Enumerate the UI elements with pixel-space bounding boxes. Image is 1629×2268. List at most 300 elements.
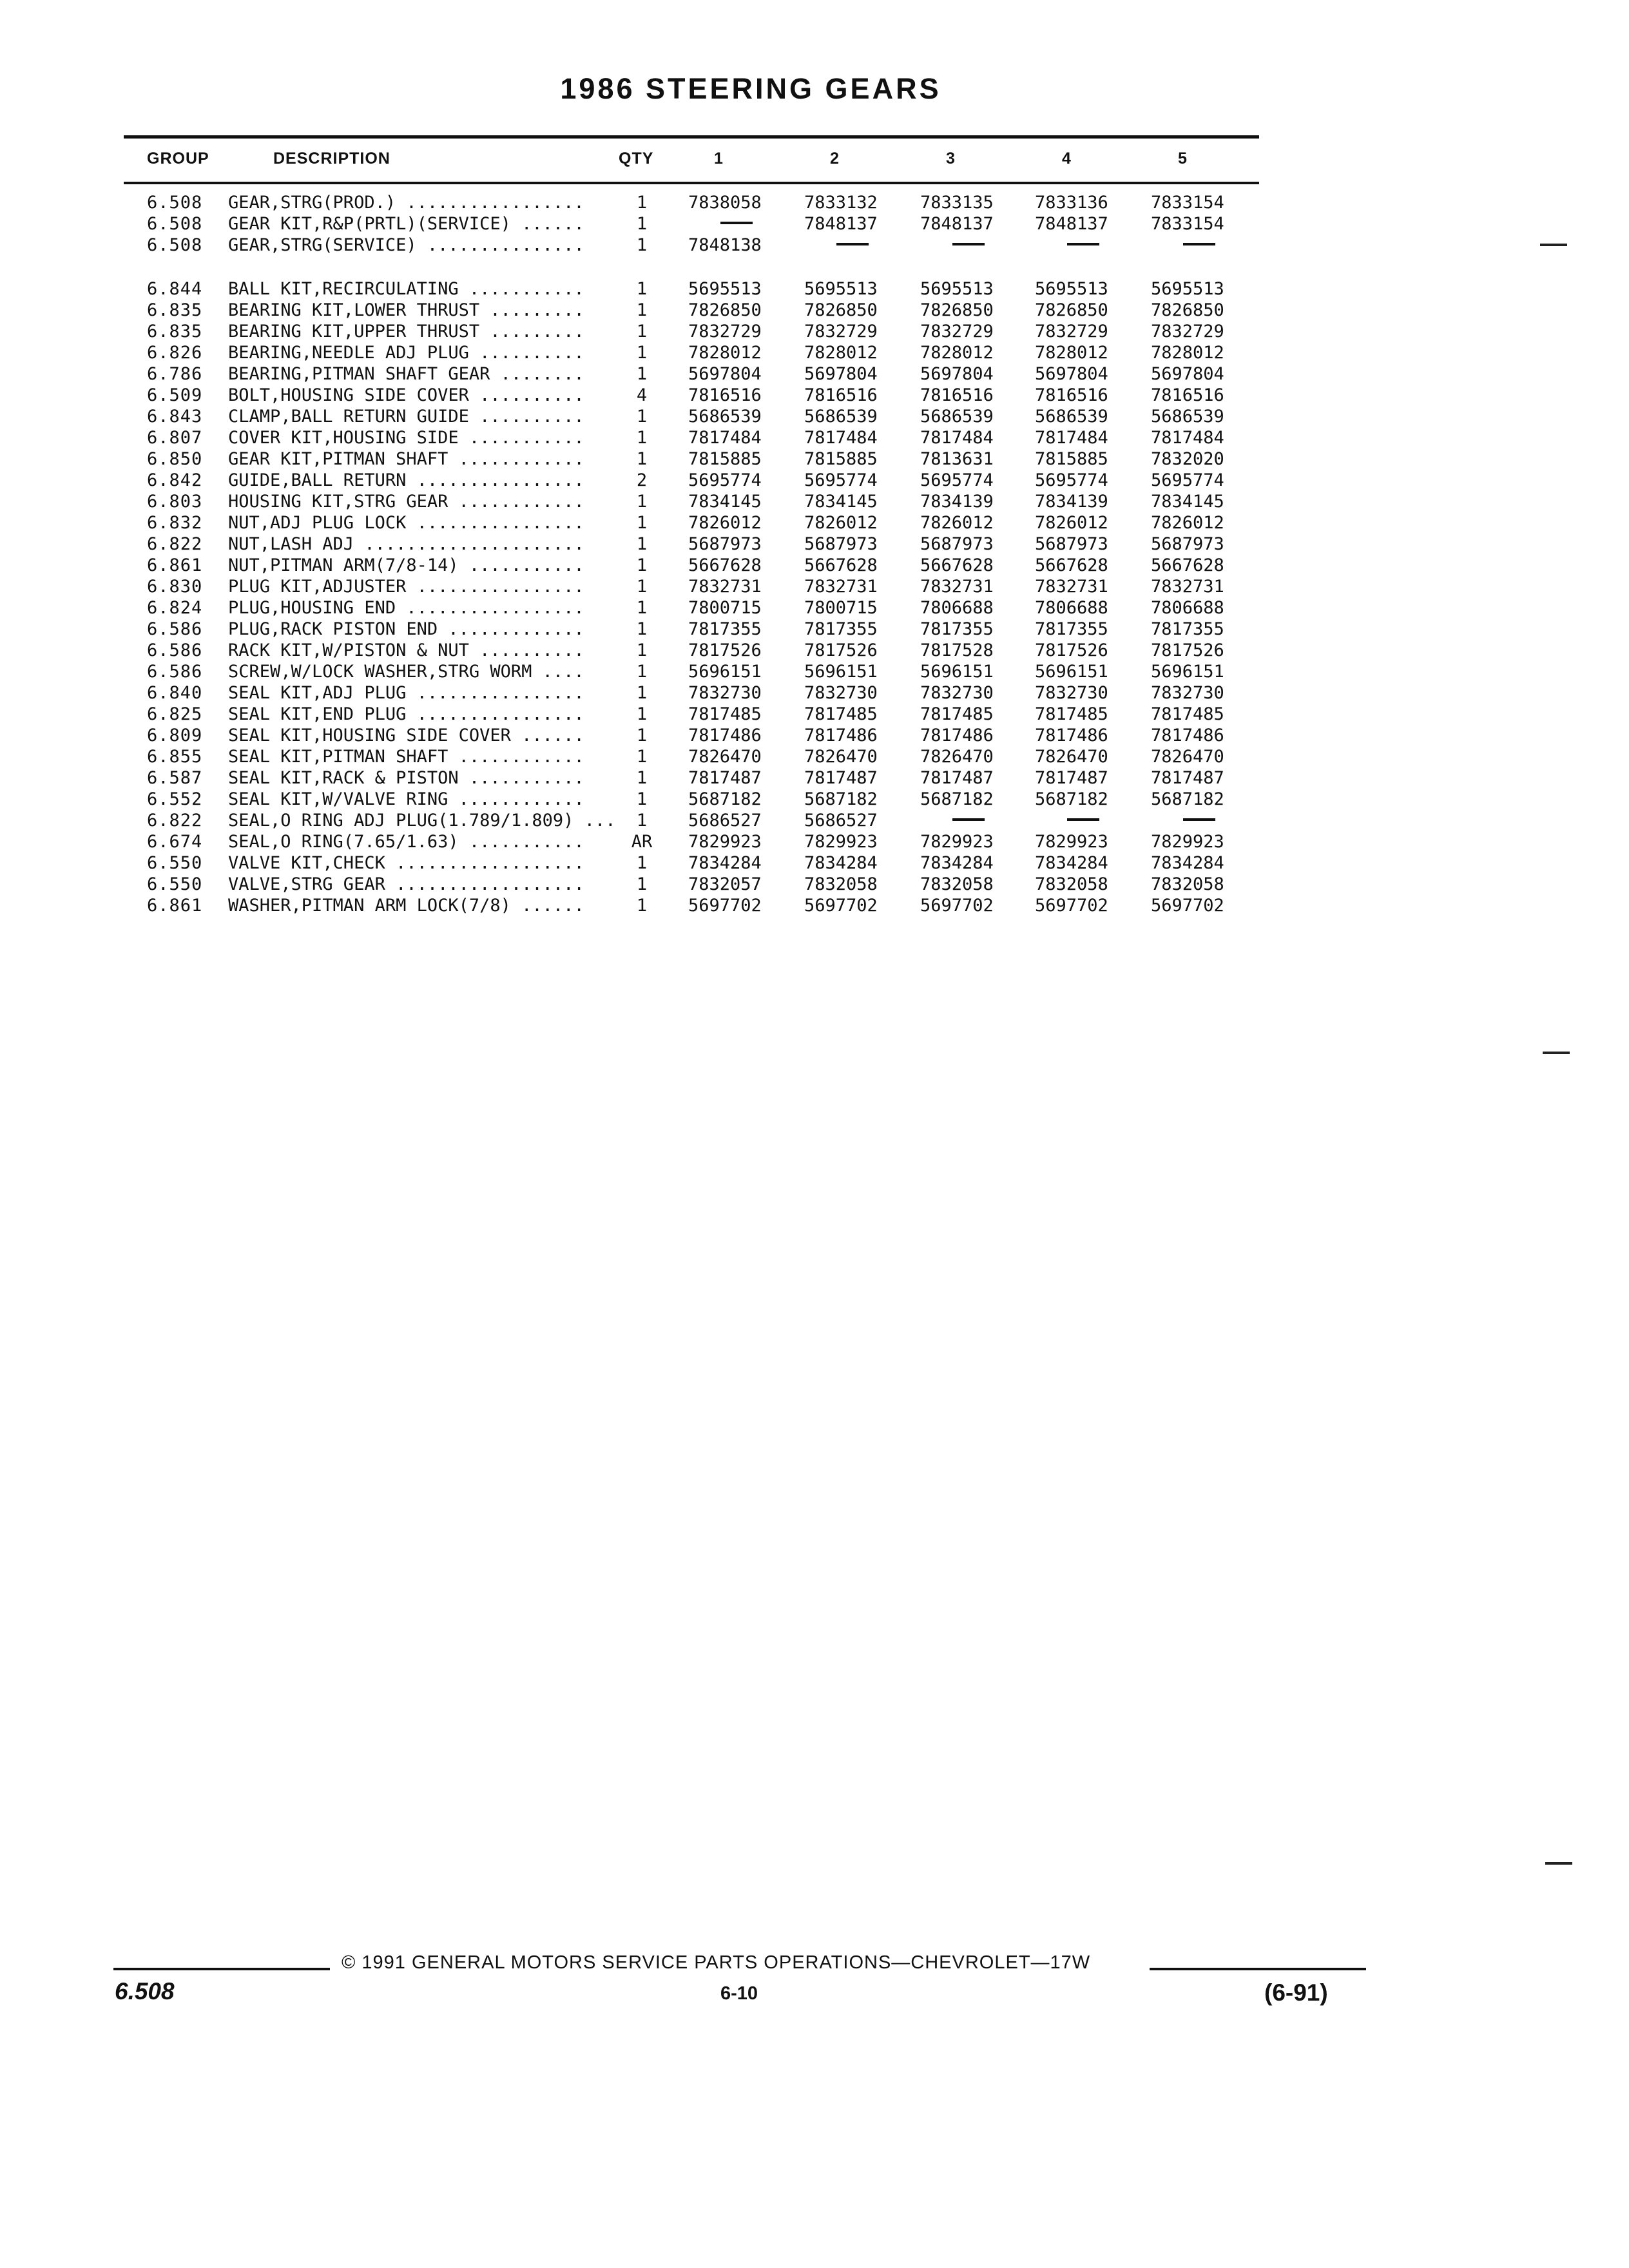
margin-mark bbox=[1540, 244, 1567, 246]
part-number-col-5: 5686539 bbox=[1151, 407, 1224, 427]
part-number-col-5: 5687973 bbox=[1151, 534, 1224, 554]
part-description bbox=[228, 300, 644, 321]
leader-dots: .......... bbox=[468, 385, 584, 405]
part-number-col-4: 5687973 bbox=[1035, 534, 1108, 554]
part-number-col-1: 7817487 bbox=[688, 768, 762, 788]
part-number-col-1: 7817355 bbox=[688, 619, 762, 639]
part-number-col-5: 7832058 bbox=[1151, 874, 1224, 894]
part-number-col-4: 7817487 bbox=[1035, 768, 1108, 788]
table-row bbox=[0, 661, 1629, 682]
part-number-col-4: 7817484 bbox=[1035, 428, 1108, 448]
part-number-col-5: 7817526 bbox=[1151, 640, 1224, 660]
part-number-col-5 bbox=[1151, 810, 1215, 831]
quantity: 1 bbox=[636, 492, 648, 512]
part-number-col-4: 7832730 bbox=[1035, 683, 1108, 703]
part-number-col-2: 7815885 bbox=[804, 449, 878, 469]
quantity: 1 bbox=[636, 534, 648, 554]
group-number: 6.822 bbox=[147, 811, 203, 831]
part-number-col-2: 7800715 bbox=[804, 598, 878, 618]
part-description bbox=[228, 704, 644, 725]
table-row bbox=[0, 831, 1629, 852]
quantity: 1 bbox=[636, 683, 648, 703]
table-row bbox=[0, 300, 1629, 321]
part-number-col-3: 5667628 bbox=[920, 555, 994, 575]
part-description bbox=[228, 448, 644, 470]
part-description bbox=[228, 682, 644, 704]
table-row bbox=[0, 406, 1629, 427]
part-description-text: NUT,LASH ADJ bbox=[228, 534, 354, 554]
not-applicable-dash bbox=[1183, 818, 1215, 821]
part-number-col-1: 5697702 bbox=[688, 896, 762, 916]
part-number-col-3: 7834284 bbox=[920, 853, 994, 873]
part-number-col-1: 7800715 bbox=[688, 598, 762, 618]
part-number-col-1: 7834145 bbox=[688, 492, 762, 512]
quantity: 1 bbox=[636, 235, 648, 255]
quantity: 1 bbox=[636, 726, 648, 745]
part-number-col-5: 7817484 bbox=[1151, 428, 1224, 448]
part-number-col-4: 7817485 bbox=[1035, 704, 1108, 724]
part-number-col-2: 5697804 bbox=[804, 364, 878, 384]
part-number-col-2: 7829923 bbox=[804, 832, 878, 852]
table-row bbox=[0, 852, 1629, 874]
leader-dots: .......... bbox=[468, 407, 584, 427]
part-description bbox=[228, 470, 644, 491]
part-number-col-4: 7817355 bbox=[1035, 619, 1108, 639]
part-number-col-3: 7817484 bbox=[920, 428, 994, 448]
part-number-col-2: 7817485 bbox=[804, 704, 878, 724]
part-number-col-4: 7833136 bbox=[1035, 193, 1108, 213]
part-number-col-2: 5686527 bbox=[804, 811, 878, 831]
leader-dots: .................. bbox=[385, 853, 584, 873]
part-number-col-4: 7834284 bbox=[1035, 853, 1108, 873]
part-number-col-1: 7834284 bbox=[688, 853, 762, 873]
part-description bbox=[228, 385, 644, 406]
leader-dots: ................ bbox=[406, 704, 584, 724]
part-description bbox=[228, 725, 644, 746]
leader-dots: .................. bbox=[385, 874, 584, 894]
part-number-col-3: 7829923 bbox=[920, 832, 994, 852]
part-description-text: BEARING KIT,LOWER THRUST bbox=[228, 300, 480, 320]
part-number-col-4: 7826012 bbox=[1035, 513, 1108, 533]
part-number-col-3: 7817486 bbox=[920, 726, 994, 745]
part-number-col-3: 7817487 bbox=[920, 768, 994, 788]
leader-dots: ........... bbox=[458, 279, 584, 299]
table-row bbox=[0, 278, 1629, 300]
part-number-col-1: 5686527 bbox=[688, 811, 762, 831]
part-number-col-3: 5695774 bbox=[920, 470, 994, 490]
group-number: 6.844 bbox=[147, 279, 203, 299]
leader-dots: .......... bbox=[468, 343, 584, 363]
part-number-col-1: 5686539 bbox=[688, 407, 762, 427]
part-number-col-3: 7833135 bbox=[920, 193, 994, 213]
part-number-col-1: 7826470 bbox=[688, 747, 762, 767]
part-number-col-3: 5696151 bbox=[920, 662, 994, 682]
part-description bbox=[228, 427, 644, 448]
footer-rule-right bbox=[1150, 1968, 1366, 1970]
part-number-col-2: 7817486 bbox=[804, 726, 878, 745]
part-number-col-5: 7832730 bbox=[1151, 683, 1224, 703]
part-description bbox=[228, 576, 644, 597]
part-number-col-4 bbox=[1035, 810, 1099, 831]
leader-dots: ............ bbox=[448, 492, 584, 512]
part-description-text: SEAL KIT,RACK & PISTON bbox=[228, 768, 459, 788]
part-number-col-1 bbox=[688, 213, 753, 235]
table-row bbox=[0, 512, 1629, 533]
part-description bbox=[228, 512, 644, 533]
part-number-col-3: 7832731 bbox=[920, 577, 994, 597]
part-number-col-5: 7833154 bbox=[1151, 214, 1224, 234]
part-number-col-2: 7832058 bbox=[804, 874, 878, 894]
part-number-col-2: 5687973 bbox=[804, 534, 878, 554]
header-rule bbox=[124, 182, 1259, 184]
leader-dots: ...... bbox=[510, 214, 584, 234]
part-number-col-3: 5686539 bbox=[920, 407, 994, 427]
part-description-text: SEAL KIT,END PLUG bbox=[228, 704, 407, 724]
not-applicable-dash bbox=[836, 243, 869, 245]
part-number-col-4: 7806688 bbox=[1035, 598, 1108, 618]
part-number-col-2: 7833132 bbox=[804, 193, 878, 213]
part-number-col-4: 7816516 bbox=[1035, 385, 1108, 405]
footer-date: (6-91) bbox=[1264, 1979, 1328, 2006]
part-number-col-1: 7817484 bbox=[688, 428, 762, 448]
leader-dots: ...... bbox=[510, 726, 584, 745]
part-description-text: CLAMP,BALL RETURN GUIDE bbox=[228, 407, 469, 427]
group-number: 6.825 bbox=[147, 704, 203, 724]
part-number-col-3: 7826470 bbox=[920, 747, 994, 767]
part-description-text: SEAL,O RING ADJ PLUG(1.789/1.809) bbox=[228, 811, 574, 831]
part-number-col-1: 7848138 bbox=[688, 235, 762, 255]
part-number-col-5: 7832020 bbox=[1151, 449, 1224, 469]
leader-dots: ........... bbox=[458, 428, 584, 448]
part-number-col-3: 7828012 bbox=[920, 343, 994, 363]
footer-copyright: © 1991 GENERAL MOTORS SERVICE PARTS OPERATIONS—CHEVROLET—17W bbox=[342, 1952, 1091, 1973]
part-number-col-2: 7826850 bbox=[804, 300, 878, 320]
table-row bbox=[0, 725, 1629, 746]
part-number-col-3: 7832729 bbox=[920, 322, 994, 341]
part-number-col-2: 7817487 bbox=[804, 768, 878, 788]
not-applicable-dash bbox=[1067, 243, 1099, 245]
table-row bbox=[0, 363, 1629, 385]
part-description-text: NUT,ADJ PLUG LOCK bbox=[228, 513, 407, 533]
part-number-col-4 bbox=[1035, 235, 1099, 256]
quantity: 1 bbox=[636, 577, 648, 597]
group-number: 6.835 bbox=[147, 322, 203, 341]
part-number-col-4: 5697804 bbox=[1035, 364, 1108, 384]
part-number-col-2: 7834284 bbox=[804, 853, 878, 873]
group-number: 6.550 bbox=[147, 853, 203, 873]
part-number-col-2: 7817355 bbox=[804, 619, 878, 639]
leader-dots: ................ bbox=[406, 577, 584, 597]
part-number-col-2 bbox=[804, 235, 869, 256]
part-number-col-4: 7817526 bbox=[1035, 640, 1108, 660]
part-number-col-4: 7815885 bbox=[1035, 449, 1108, 469]
group-number: 6.826 bbox=[147, 343, 203, 363]
part-description-text: GEAR,STRG(SERVICE) bbox=[228, 235, 417, 255]
quantity: 1 bbox=[636, 428, 648, 448]
header-part-2: 2 bbox=[830, 149, 840, 168]
part-number-col-5: 7817485 bbox=[1151, 704, 1224, 724]
part-number-col-4: 5687182 bbox=[1035, 789, 1108, 809]
group-number: 6.861 bbox=[147, 555, 203, 575]
not-applicable-dash bbox=[952, 818, 985, 821]
part-number-col-5: 5695513 bbox=[1151, 279, 1224, 299]
part-number-col-2: 7848137 bbox=[804, 214, 878, 234]
part-description bbox=[228, 767, 644, 789]
part-description bbox=[228, 640, 644, 661]
part-description bbox=[228, 363, 644, 385]
group-number: 6.587 bbox=[147, 768, 203, 788]
part-number-col-5: 7826012 bbox=[1151, 513, 1224, 533]
part-description bbox=[228, 555, 644, 576]
group-number: 6.832 bbox=[147, 513, 203, 533]
footer-rule-left bbox=[113, 1968, 330, 1970]
table-row bbox=[0, 533, 1629, 555]
part-description bbox=[228, 491, 644, 512]
part-number-col-2: 5695774 bbox=[804, 470, 878, 490]
leader-dots: ........ bbox=[490, 364, 584, 384]
quantity: 1 bbox=[636, 407, 648, 427]
quantity: 2 bbox=[636, 470, 648, 490]
table-row bbox=[0, 810, 1629, 831]
part-number-col-5: 7817355 bbox=[1151, 619, 1224, 639]
table-row bbox=[0, 192, 1629, 213]
leader-dots: ............ bbox=[448, 789, 584, 809]
part-number-col-4: 5695774 bbox=[1035, 470, 1108, 490]
quantity: 1 bbox=[636, 364, 648, 384]
part-number-col-2: 5687182 bbox=[804, 789, 878, 809]
part-description bbox=[228, 895, 644, 916]
part-description bbox=[228, 533, 644, 555]
part-number-col-1: 7816516 bbox=[688, 385, 762, 405]
part-number-col-1: 7817486 bbox=[688, 726, 762, 745]
part-number-col-3 bbox=[920, 235, 985, 256]
part-number-col-3: 5697702 bbox=[920, 896, 994, 916]
part-number-col-4: 5667628 bbox=[1035, 555, 1108, 575]
leader-dots: ............ bbox=[448, 449, 584, 469]
header-group: GROUP bbox=[147, 149, 209, 168]
part-number-col-1: 5695513 bbox=[688, 279, 762, 299]
part-number-col-1: 7828012 bbox=[688, 343, 762, 363]
part-number-col-3: 7817485 bbox=[920, 704, 994, 724]
not-applicable-dash bbox=[952, 243, 985, 245]
part-description bbox=[228, 831, 644, 852]
part-number-col-5: 7833154 bbox=[1151, 193, 1224, 213]
quantity: 1 bbox=[636, 449, 648, 469]
part-number-col-2: 7834145 bbox=[804, 492, 878, 512]
part-number-col-3: 7834139 bbox=[920, 492, 994, 512]
part-number-col-3: 7826850 bbox=[920, 300, 994, 320]
part-number-col-3: 5695513 bbox=[920, 279, 994, 299]
part-description-text: HOUSING KIT,STRG GEAR bbox=[228, 492, 448, 512]
leader-dots: ........... bbox=[458, 768, 584, 788]
part-description-text: SEAL KIT,PITMAN SHAFT bbox=[228, 747, 448, 767]
leader-dots: ................. bbox=[396, 598, 584, 618]
part-number-col-1: 5696151 bbox=[688, 662, 762, 682]
part-number-col-2: 7816516 bbox=[804, 385, 878, 405]
part-number-col-1: 7832729 bbox=[688, 322, 762, 341]
leader-dots: ................. bbox=[396, 193, 584, 213]
leader-dots: ................ bbox=[406, 683, 584, 703]
page-title: 1986 STEERING GEARS bbox=[560, 72, 941, 105]
part-description-text: SEAL KIT,HOUSING SIDE COVER bbox=[228, 726, 511, 745]
table-row bbox=[0, 874, 1629, 895]
part-description-text: PLUG,HOUSING END bbox=[228, 598, 396, 618]
leader-dots: ........... bbox=[458, 555, 584, 575]
part-number-col-5: 7829923 bbox=[1151, 832, 1224, 852]
part-number-col-1: 7832731 bbox=[688, 577, 762, 597]
quantity: 1 bbox=[636, 747, 648, 767]
part-description bbox=[228, 278, 644, 300]
part-number-col-2: 5667628 bbox=[804, 555, 878, 575]
part-description bbox=[228, 213, 644, 235]
table-header bbox=[0, 149, 1629, 178]
group-number: 6.586 bbox=[147, 662, 203, 682]
group-number: 6.840 bbox=[147, 683, 203, 703]
part-number-col-3: 7832058 bbox=[920, 874, 994, 894]
part-number-col-4: 7826470 bbox=[1035, 747, 1108, 767]
part-number-col-1: 7838058 bbox=[688, 193, 762, 213]
quantity: 1 bbox=[636, 853, 648, 873]
leader-dots: ..................... bbox=[354, 534, 584, 554]
part-number-col-1: 5687973 bbox=[688, 534, 762, 554]
part-number-col-5: 5697804 bbox=[1151, 364, 1224, 384]
table-row bbox=[0, 321, 1629, 342]
leader-dots: ............... bbox=[416, 235, 584, 255]
part-description-text: SEAL KIT,ADJ PLUG bbox=[228, 683, 407, 703]
group-number: 6.674 bbox=[147, 832, 203, 852]
part-number-col-3: 7813631 bbox=[920, 449, 994, 469]
group-number: 6.786 bbox=[147, 364, 203, 384]
not-applicable-dash bbox=[720, 222, 753, 224]
margin-mark bbox=[1543, 1052, 1570, 1054]
part-description bbox=[228, 789, 644, 810]
not-applicable-dash bbox=[1183, 243, 1215, 245]
part-description-text: VALVE,STRG GEAR bbox=[228, 874, 385, 894]
part-number-col-5: 5697702 bbox=[1151, 896, 1224, 916]
part-description bbox=[228, 874, 644, 895]
table-row bbox=[0, 213, 1629, 235]
part-number-col-2: 7832731 bbox=[804, 577, 878, 597]
table-row bbox=[0, 640, 1629, 661]
quantity: AR bbox=[631, 832, 653, 852]
quantity: 1 bbox=[636, 193, 648, 213]
leader-dots: ........... bbox=[458, 832, 584, 852]
group-number: 6.835 bbox=[147, 300, 203, 320]
part-number-col-5: 5696151 bbox=[1151, 662, 1224, 682]
part-number-col-5: 7817487 bbox=[1151, 768, 1224, 788]
part-number-col-1: 5695774 bbox=[688, 470, 762, 490]
part-number-col-5 bbox=[1151, 235, 1215, 256]
leader-dots: ................ bbox=[406, 513, 584, 533]
part-number-col-2: 7826470 bbox=[804, 747, 878, 767]
part-number-col-5: 5667628 bbox=[1151, 555, 1224, 575]
part-description-text: BEARING KIT,UPPER THRUST bbox=[228, 322, 480, 341]
part-number-col-1: 5667628 bbox=[688, 555, 762, 575]
part-description-text: BEARING,NEEDLE ADJ PLUG bbox=[228, 343, 469, 363]
quantity: 1 bbox=[636, 322, 648, 341]
table-row bbox=[0, 682, 1629, 704]
part-number-col-3: 7816516 bbox=[920, 385, 994, 405]
part-number-col-2: 5695513 bbox=[804, 279, 878, 299]
table-row bbox=[0, 491, 1629, 512]
group-number: 6.855 bbox=[147, 747, 203, 767]
part-number-col-1: 5687182 bbox=[688, 789, 762, 809]
leader-dots: ............. bbox=[438, 619, 584, 639]
part-number-col-4: 7834139 bbox=[1035, 492, 1108, 512]
table-row bbox=[0, 342, 1629, 363]
table-row bbox=[0, 895, 1629, 916]
part-number-col-4: 7828012 bbox=[1035, 343, 1108, 363]
quantity: 1 bbox=[636, 640, 648, 660]
group-number: 6.508 bbox=[147, 235, 203, 255]
group-number: 6.508 bbox=[147, 214, 203, 234]
part-description bbox=[228, 852, 644, 874]
group-number: 6.830 bbox=[147, 577, 203, 597]
leader-dots: .......... bbox=[468, 640, 584, 660]
part-number-col-2: 5696151 bbox=[804, 662, 878, 682]
part-number-col-4: 5686539 bbox=[1035, 407, 1108, 427]
quantity: 1 bbox=[636, 619, 648, 639]
part-description-text: BEARING,PITMAN SHAFT GEAR bbox=[228, 364, 490, 384]
leader-dots: ......... bbox=[479, 300, 584, 320]
part-number-col-2: 7817526 bbox=[804, 640, 878, 660]
part-number-col-4: 7832058 bbox=[1035, 874, 1108, 894]
part-description-text: RACK KIT,W/PISTON & NUT bbox=[228, 640, 469, 660]
part-number-col-4: 7829923 bbox=[1035, 832, 1108, 852]
part-number-col-4: 7848137 bbox=[1035, 214, 1108, 234]
quantity: 4 bbox=[636, 385, 648, 405]
quantity: 1 bbox=[636, 789, 648, 809]
part-description bbox=[228, 746, 644, 767]
part-number-col-1: 7826012 bbox=[688, 513, 762, 533]
part-number-col-1: 7832730 bbox=[688, 683, 762, 703]
part-description bbox=[228, 235, 644, 256]
quantity: 1 bbox=[636, 214, 648, 234]
part-number-col-2: 7817484 bbox=[804, 428, 878, 448]
part-number-col-3: 7817528 bbox=[920, 640, 994, 660]
leader-dots: ...... bbox=[510, 896, 584, 916]
group-number: 6.843 bbox=[147, 407, 203, 427]
table-row bbox=[0, 789, 1629, 810]
header-part-4: 4 bbox=[1062, 149, 1072, 168]
part-description-text: GEAR KIT,R&P(PRTL)(SERVICE) bbox=[228, 214, 511, 234]
group-number: 6.809 bbox=[147, 726, 203, 745]
quantity: 1 bbox=[636, 768, 648, 788]
part-description bbox=[228, 321, 644, 342]
group-number: 6.850 bbox=[147, 449, 203, 469]
part-description-text: SEAL,O RING(7.65/1.63) bbox=[228, 832, 459, 852]
part-number-col-4: 7832731 bbox=[1035, 577, 1108, 597]
group-number: 6.586 bbox=[147, 640, 203, 660]
header-description: DESCRIPTION bbox=[273, 149, 390, 168]
part-description bbox=[228, 342, 644, 363]
part-number-col-2: 7832729 bbox=[804, 322, 878, 341]
group-number: 6.552 bbox=[147, 789, 203, 809]
table-row bbox=[0, 619, 1629, 640]
group-number: 6.842 bbox=[147, 470, 203, 490]
part-description-text: BALL KIT,RECIRCULATING bbox=[228, 279, 459, 299]
quantity: 1 bbox=[636, 874, 648, 894]
part-number-col-3: 7848137 bbox=[920, 214, 994, 234]
margin-mark bbox=[1545, 1862, 1572, 1865]
table-row bbox=[0, 448, 1629, 470]
part-number-col-4: 5696151 bbox=[1035, 662, 1108, 682]
quantity: 1 bbox=[636, 704, 648, 724]
part-number-col-3: 5687182 bbox=[920, 789, 994, 809]
group-number: 6.807 bbox=[147, 428, 203, 448]
part-number-col-1: 7829923 bbox=[688, 832, 762, 852]
part-description-text: GEAR KIT,PITMAN SHAFT bbox=[228, 449, 448, 469]
